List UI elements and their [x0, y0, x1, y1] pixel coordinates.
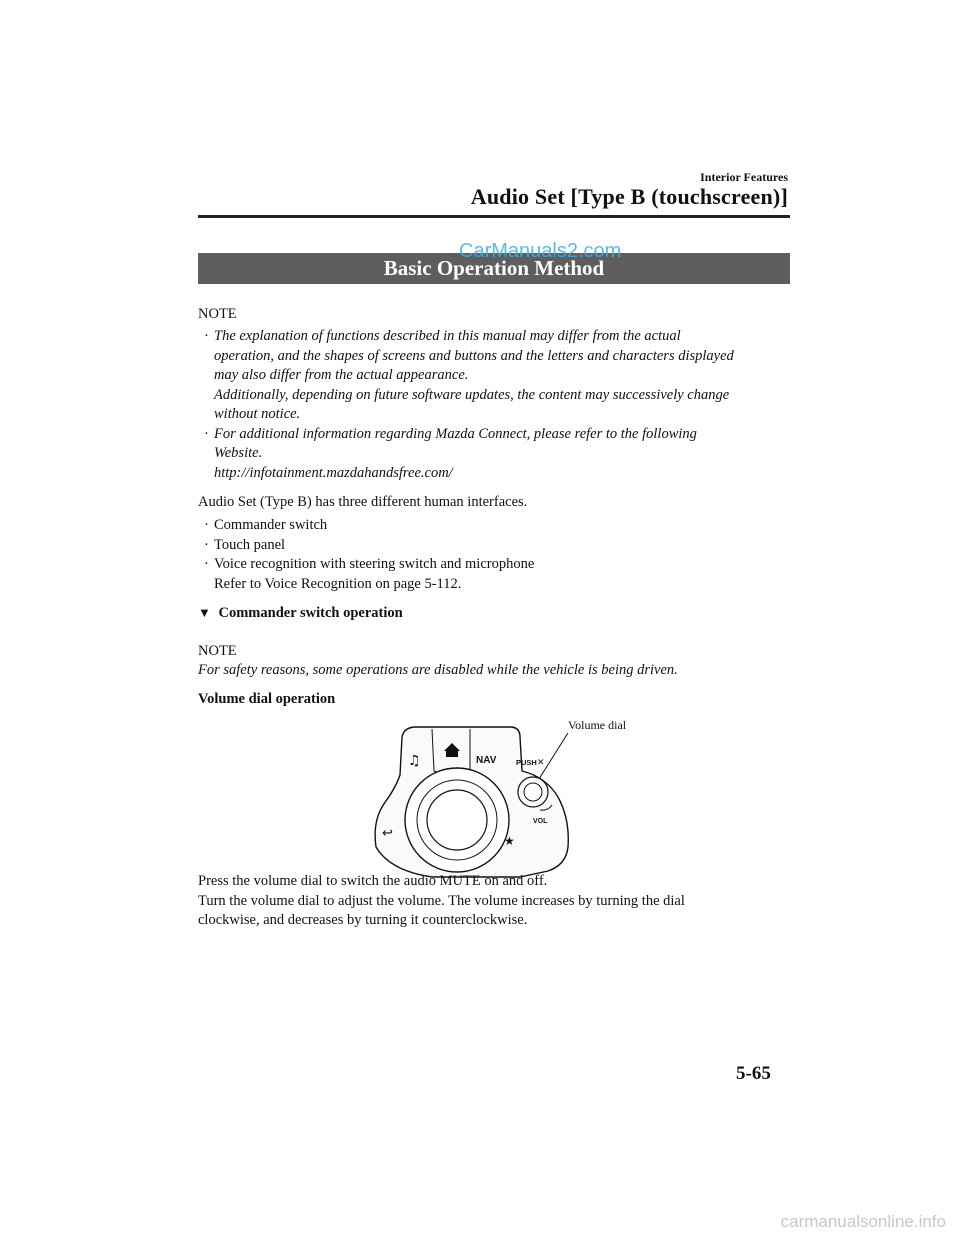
bullet-icon: ·: [204, 556, 209, 572]
triangle-down-icon: ▼: [198, 605, 211, 620]
intro-text: Audio Set (Type B) has three different human interfaces.: [198, 494, 528, 510]
note-label: NOTE: [198, 306, 237, 322]
subsection-heading-text: Commander switch operation: [218, 605, 403, 621]
note-line: operation, and the shapes of screens and buttons and the letters and characters displayed: [214, 347, 734, 364]
note-line: without notice.: [214, 406, 301, 422]
note-link[interactable]: http://infotainment.mazdahandsfree.com/: [214, 464, 453, 481]
note-item: [198, 425, 798, 484]
nav-label: NAV: [476, 755, 497, 766]
favorite-star-icon: ★: [504, 834, 515, 848]
header-divider: [198, 215, 790, 218]
note-item: [198, 327, 798, 425]
volume-dial-description: [198, 872, 798, 931]
cross-reference: Refer to Voice Recognition on page 5-112.: [214, 575, 462, 592]
note-list: [198, 327, 798, 483]
note-line: The explanation of functions described in this manual may differ from the actual: [214, 328, 681, 344]
commander-knob-center: [427, 790, 487, 850]
volume-dial-heading: Volume dial operation: [198, 691, 336, 707]
interface-list: [198, 516, 798, 594]
watermark-bottom: carmanualsonline.info: [780, 1212, 946, 1231]
bullet-icon: ·: [204, 517, 209, 533]
push-label: PUSH: [516, 758, 537, 767]
callout-label: Volume dial: [568, 718, 627, 732]
description-line: Turn the volume dial to adjust the volume. The volume increases by turning the dial: [198, 892, 685, 909]
description-line: clockwise, and decreases by turning it counterclockwise.: [198, 912, 528, 928]
page-number: 5-65: [736, 1063, 771, 1084]
list-item: [198, 536, 798, 556]
mute-icon: ✕: [537, 758, 545, 768]
section-banner: Basic Operation Method: [198, 253, 790, 284]
bullet-icon: ·: [204, 328, 209, 344]
commander-switch-illustration: [370, 715, 627, 880]
bullet-icon: ·: [204, 536, 209, 553]
note-line: Website.: [214, 445, 263, 461]
volume-dial: [518, 777, 548, 807]
music-icon: ♫: [408, 753, 421, 769]
list-item: [198, 555, 798, 594]
back-icon: ↩: [382, 826, 393, 841]
watermark-top: CarManuals2.com: [459, 240, 622, 262]
vol-label: VOL: [533, 818, 548, 825]
section-label: Interior Features: [700, 170, 788, 184]
subsection-heading: [198, 603, 403, 624]
note-line: may also differ from the actual appearance.: [214, 367, 469, 383]
page-title: Audio Set [Type B (touchscreen)]: [470, 184, 788, 209]
list-item: [198, 516, 798, 536]
list-item-label: Voice recognition with steering switch and microphone: [214, 556, 535, 572]
note-text: For safety reasons, some operations are disabled while the vehicle is being driven.: [198, 662, 678, 678]
list-item-label: Commander switch: [214, 517, 328, 533]
note-line: Additionally, depending on future software updates, the content may successively change: [214, 386, 730, 403]
note-line: For additional information regarding Mazda Connect, please refer to the following: [214, 425, 697, 442]
bullet-icon: ·: [204, 425, 209, 442]
note-label: NOTE: [198, 643, 237, 659]
list-item-label: Touch panel: [214, 536, 286, 553]
description-line: Press the volume dial to switch the audio MUTE on and off.: [198, 873, 548, 889]
